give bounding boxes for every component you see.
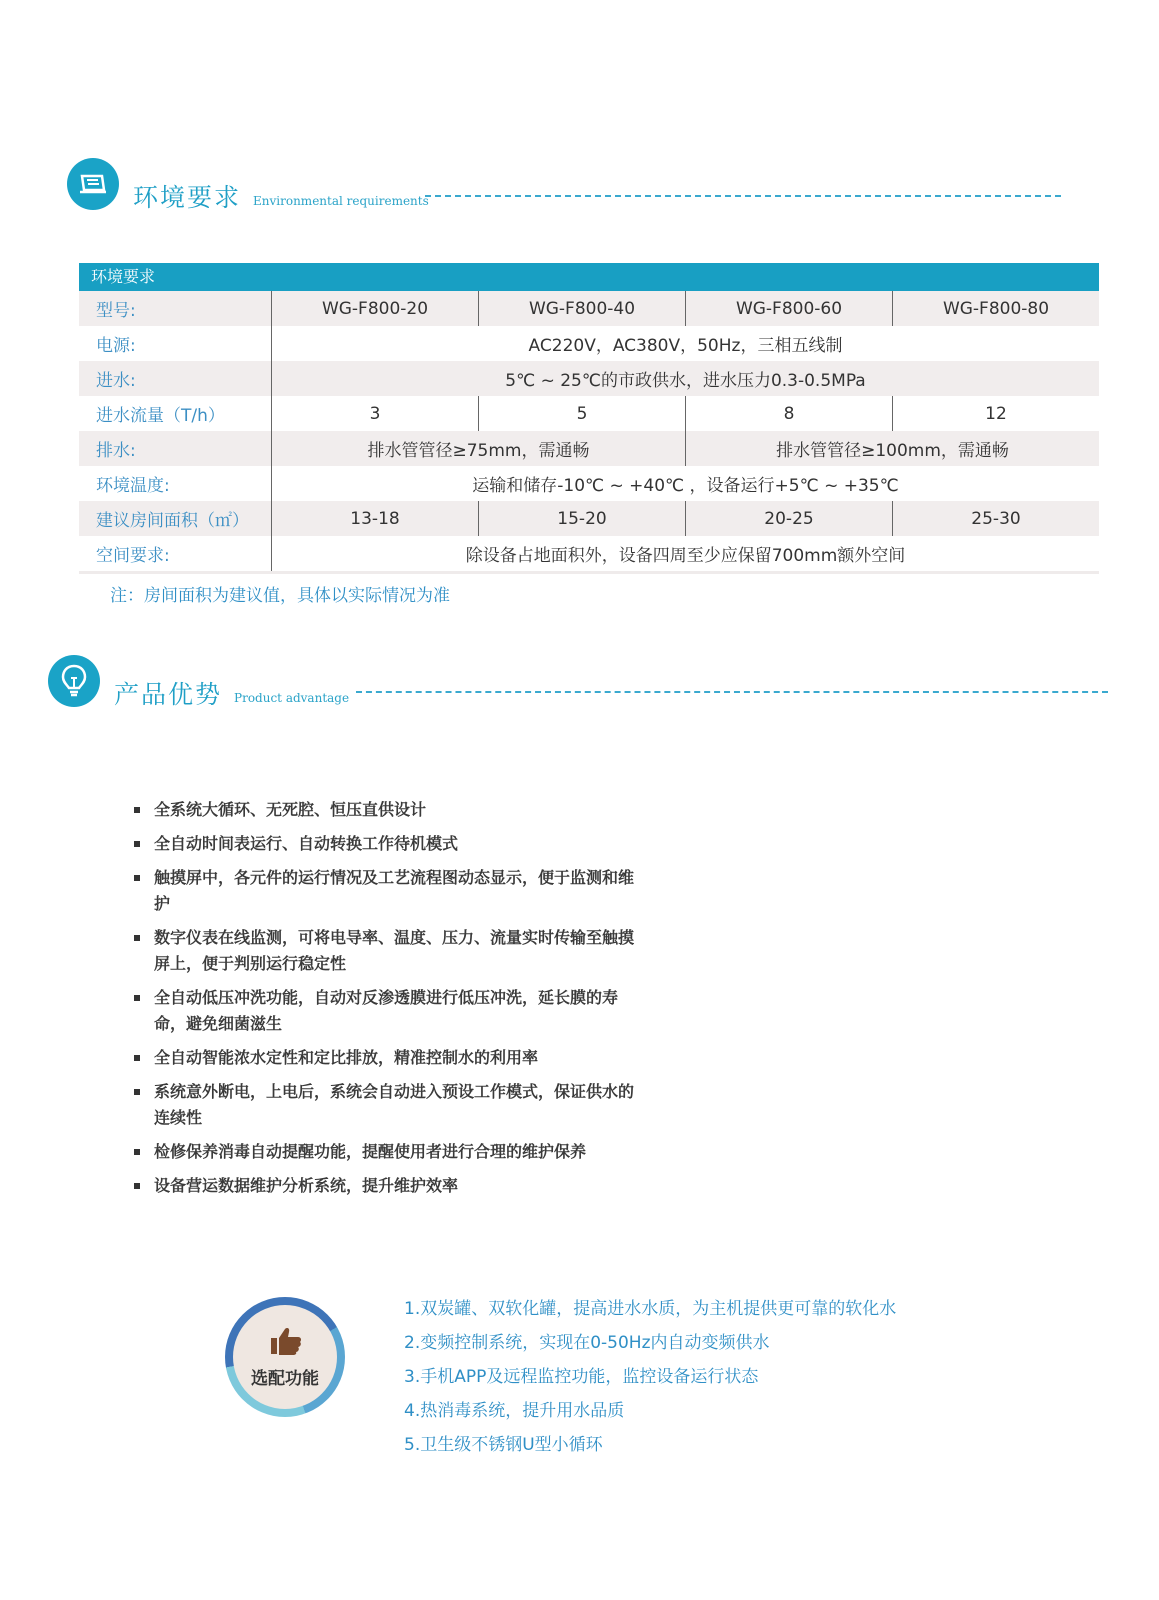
list-item: 全自动低压冲洗功能，自动对反渗透膜进行低压冲洗，延长膜的寿命，避免细菌滋生 [134, 985, 634, 1037]
table-cell: 排水管管径≥100mm，需通畅 [685, 431, 1099, 466]
list-item: 检修保养消毒自动提醒功能，提醒使用者进行合理的维护保养 [134, 1139, 634, 1165]
table-cell: 排水管管径≥75mm，需通畅 [367, 441, 590, 461]
row-label: 电源: [96, 336, 136, 356]
row-label: 空间要求: [96, 546, 170, 566]
table-cell: WG-F800-20 [321, 298, 429, 319]
table-cell: 5℃ ~ 25℃的市政供水，进水压力0.3-0.5MPa [505, 371, 866, 391]
row-label: 型号: [96, 301, 136, 321]
list-item: 5.卫生级不锈钢U型小循环 [404, 1435, 603, 1455]
section-subtitle: Environmental requirements [253, 194, 429, 208]
row-label: 建议房间面积（㎡） [96, 511, 249, 531]
environment-table [79, 263, 1099, 574]
table-cell: AC220V，AC380V，50Hz，三相五线制 [528, 336, 843, 356]
table-cell: 13-18 [350, 508, 400, 529]
table-cell: WG-F800-60 [685, 291, 892, 326]
list-item: 全自动智能浓水定性和定比排放，精准控制水的利用率 [134, 1045, 634, 1071]
table-cell: 25-30 [892, 501, 1099, 536]
table-header: 环境要求 [79, 263, 1099, 291]
table-cell: WG-F800-40 [478, 291, 685, 326]
table-cell: 运输和储存-10℃ ~ +40℃ ，设备运行+5℃ ~ +35℃ [472, 476, 899, 496]
row-label: 进水: [96, 371, 136, 391]
table-cell: 5 [478, 396, 685, 431]
list-item: 全自动时间表运行、自动转换工作待机模式 [134, 831, 634, 857]
table-cell: 3 [369, 403, 381, 424]
row-label: 排水: [96, 441, 136, 461]
table-cell: 12 [892, 396, 1099, 431]
list-item: 1.双炭罐、双软化罐，提高进水水质，为主机提供更可靠的软化水 [404, 1299, 897, 1319]
table-row-drain [79, 431, 1099, 466]
optional-functions-title: 选配功能 [251, 1368, 319, 1389]
thumbs-up-icon [267, 1326, 303, 1360]
lightbulb-icon [48, 655, 100, 707]
optional-functions-list [404, 1292, 896, 1462]
row-label: 进水流量（T/h） [96, 406, 225, 426]
section-title: 环境要求 [133, 183, 242, 212]
table-row-power [79, 326, 1099, 361]
table-row-space [79, 536, 1099, 571]
book-icon [67, 158, 119, 210]
list-item: 数字仪表在线监测，可将电导率、温度、压力、流量实时传输至触摸屏上，便于判别运行稳定性 [134, 925, 634, 977]
list-item: 3.手机APP及远程监控功能，监控设备运行状态 [404, 1367, 759, 1387]
section-divider [425, 195, 1061, 197]
table-row-room-area [79, 501, 1099, 536]
table-cell: 除设备占地面积外，设备四周至少应保留700mm额外空间 [465, 546, 906, 566]
section-title: 产品优势 [114, 680, 223, 709]
table-cell: WG-F800-80 [892, 291, 1099, 326]
optional-functions-badge [225, 1297, 345, 1417]
table-note: 注：房间面积为建议值，具体以实际情况为准 [110, 586, 450, 606]
list-item: 设备营运数据维护分析系统，提升维护效率 [134, 1173, 634, 1199]
row-label: 环境温度: [96, 476, 170, 496]
list-item: 全系统大循环、无死腔、恒压直供设计 [134, 797, 634, 823]
list-item: 触摸屏中，各元件的运行情况及工艺流程图动态显示，便于监测和维护 [134, 865, 634, 917]
table-row-temperature [79, 466, 1099, 501]
section-subtitle: Product advantage [234, 691, 350, 705]
table-bottom-rule [79, 571, 1099, 574]
section-divider [356, 691, 1108, 693]
list-item: 系统意外断电，上电后，系统会自动进入预设工作模式，保证供水的连续性 [134, 1079, 634, 1131]
table-cell: 20-25 [685, 501, 892, 536]
table-row-inlet [79, 361, 1099, 396]
advantage-list [134, 797, 634, 1207]
section-header-advantage [48, 655, 349, 707]
section-header-environment [67, 158, 429, 210]
table-row-flow [79, 396, 1099, 431]
list-item: 2.变频控制系统，实现在0-50Hz内自动变频供水 [404, 1333, 770, 1353]
table-row-model [79, 291, 1099, 326]
table-cell: 8 [685, 396, 892, 431]
list-item: 4.热消毒系统，提升用水品质 [404, 1401, 625, 1421]
table-cell: 15-20 [478, 501, 685, 536]
